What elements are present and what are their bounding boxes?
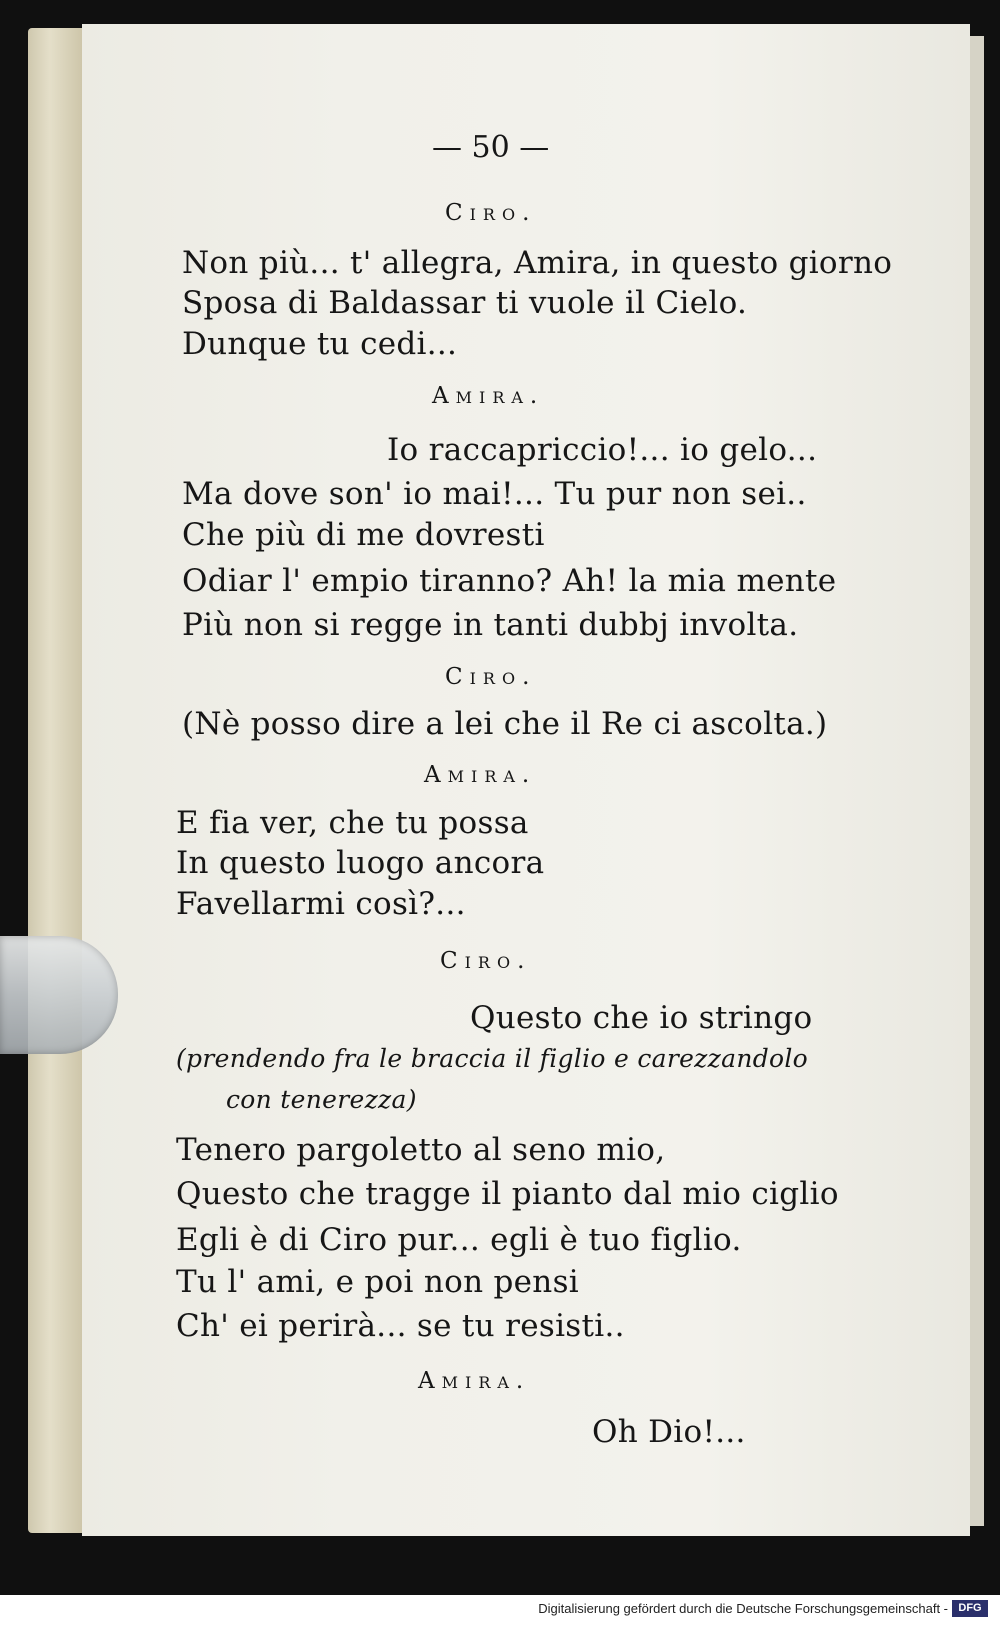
book-page-stack-edge (28, 28, 83, 1533)
verse-line: (Nè posso dire a lei che il Re ci ascolta.) (182, 706, 828, 742)
speaker-ciro: Ciro. (445, 200, 537, 226)
verse-line: E fia ver, che tu possa (176, 805, 529, 841)
verse-line: Sposa di Baldassar ti vuole il Cielo. (182, 285, 748, 321)
verse-line: Io raccapriccio!... io gelo... (387, 432, 818, 468)
verse-line: Tenero pargoletto al seno mio, (176, 1132, 666, 1168)
footer-credit: Digitalisierung gefördert durch die Deutsche Forschungsgemeinschaft - (538, 1601, 948, 1616)
verse-line: Odiar l' empio tiranno? Ah! la mia mente (182, 563, 837, 599)
verse-line: Oh Dio!... (592, 1414, 746, 1450)
speaker-ciro: Ciro. (445, 664, 537, 690)
verse-line: Ma dove son' io mai!... Tu pur non sei.. (182, 476, 807, 512)
stage-direction: con tenerezza) (226, 1085, 417, 1114)
verse-line: Egli è di Ciro pur... egli è tuo figlio. (176, 1222, 742, 1258)
verse-line: Dunque tu cedi... (182, 326, 458, 362)
speaker-amira: Amira. (424, 762, 537, 788)
speaker-ciro: Ciro. (440, 948, 532, 974)
verse-line: Ch' ei perirà... se tu resisti.. (176, 1308, 625, 1344)
verse-line: Questo che tragge il pianto dal mio ciglio (176, 1176, 839, 1212)
verse-line: In questo luogo ancora (176, 845, 545, 881)
dfg-logo: DFG (952, 1600, 988, 1617)
page-clip-holder (0, 936, 118, 1054)
verse-line: Più non si regge in tanti dubbj involta. (182, 607, 799, 643)
book-right-edge (970, 36, 984, 1526)
speaker-amira: Amira. (418, 1368, 531, 1394)
verse-line: Non più... t' allegra, Amira, in questo giorno (182, 245, 893, 281)
stage-direction: (prendendo fra le braccia il figlio e carezzandolo (176, 1044, 809, 1073)
verse-line: Che più di me dovresti (182, 517, 545, 553)
verse-line: Tu l' ami, e poi non pensi (176, 1264, 579, 1300)
verse-line: Favellarmi così?... (176, 886, 466, 922)
verse-line: Questo che io stringo (470, 1000, 813, 1036)
page-number: — 50 — (432, 130, 550, 165)
digitization-footer (0, 1595, 1000, 1625)
speaker-amira: Amira. (432, 383, 545, 409)
